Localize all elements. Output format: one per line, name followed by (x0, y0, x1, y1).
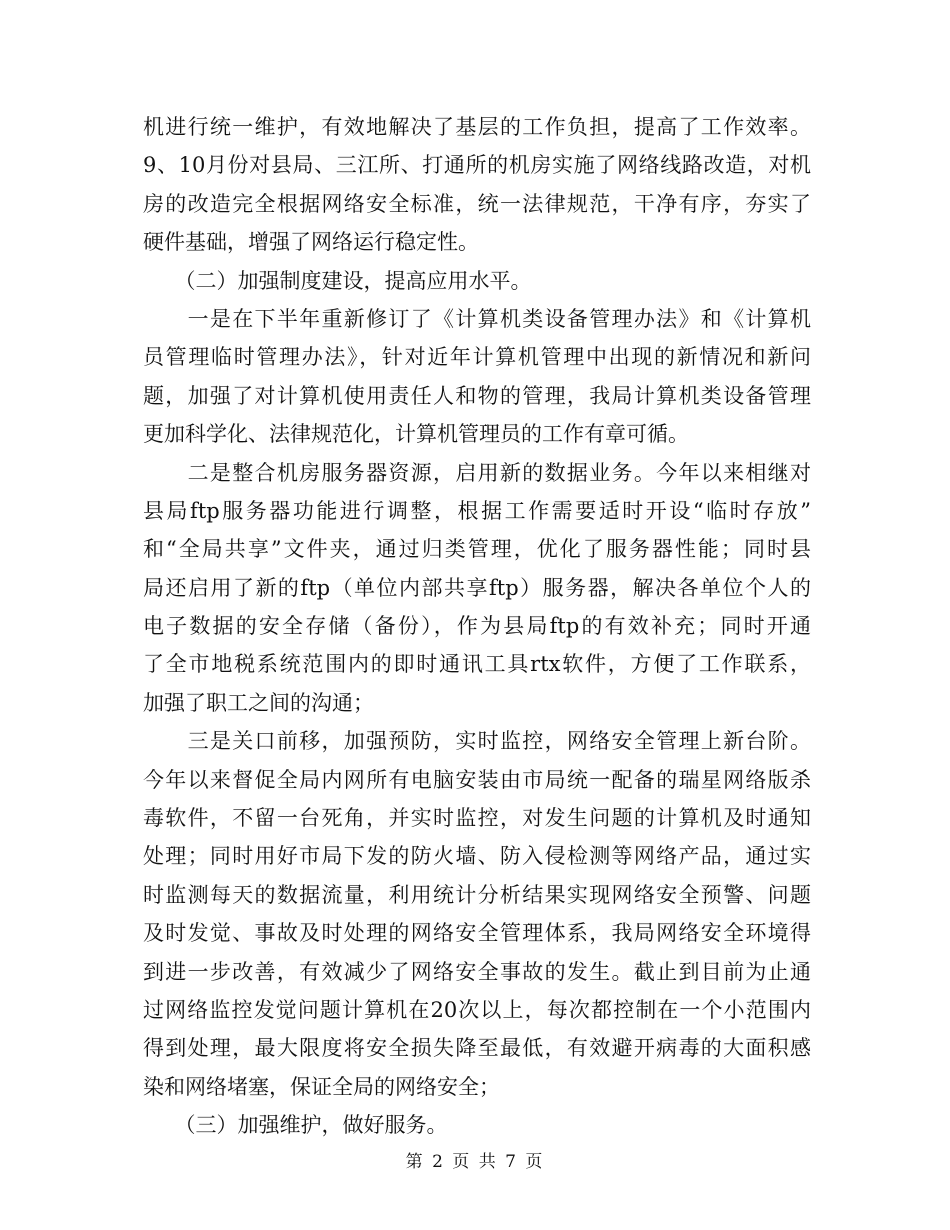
text-line-22: 及时发觉、事故及时处理的网络安全管理体系，我局网络安全环境得 (143, 921, 811, 946)
text-line-24: 过网络监控发觉问题计算机在20次以上，每次都控制在一个小范围内 (143, 997, 811, 1022)
text-line-7: 员管理临时管理办法》，针对近年计算机管理中出现的新情况和新问 (143, 345, 811, 370)
section-heading-3: （三）加强维护，做好服务。 (143, 1113, 448, 1138)
document-body (143, 108, 811, 1145)
text-line-9: 更加科学化、法律规范化，计算机管理员的工作有章可循。 (143, 422, 689, 447)
text-line-11: 县局ftp服务器功能进行调整，根据工作需要适时开设“临时存放” (143, 498, 811, 523)
text-line-10: 二是整合机房服务器资源，启用新的数据业务。今年以来相继对 (143, 460, 811, 485)
text-line-21: 时监测每天的数据流量，利用统计分析结果实现网络安全预警、问题 (143, 882, 811, 907)
text-line-2: 9、10月份对县局、三江所、打通所的机房实施了网络线路改造，对机 (143, 153, 811, 178)
text-line-6: 一是在下半年重新修订了《计算机类设备管理办法》和《计算机 (143, 306, 811, 331)
text-line-23: 到进一步改善，有效减少了网络安全事故的发生。截止到目前为止通 (143, 959, 811, 984)
text-line-17: 三是关口前移，加强预防，实时监控，网络安全管理上新台阶。 (143, 729, 811, 754)
text-line-14: 电子数据的安全存储（备份），作为县局ftp的有效补充；同时开通 (143, 614, 811, 639)
text-line-16: 加强了职工之间的沟通； (143, 690, 374, 715)
page-number-footer: 第 2 页 共 7 页 (405, 1152, 545, 1172)
text-line-26: 染和网络堵塞，保证全局的网络安全； (143, 1074, 500, 1099)
text-line-12: 和“全局共享”文件夹，通过归类管理，优化了服务器性能；同时县 (143, 537, 811, 562)
text-line-13: 局还启用了新的ftp（单位内部共享ftp）服务器，解决各单位个人的 (143, 575, 811, 600)
text-line-25: 得到处理，最大限度将安全损失降至最低，有效避开病毒的大面积感 (143, 1036, 811, 1061)
section-heading-2: （二）加强制度建设，提高应用水平。 (143, 268, 532, 293)
text-line-8: 题，加强了对计算机使用责任人和物的管理，我局计算机类设备管理 (143, 383, 811, 408)
text-line-15: 了全市地税系统范围内的即时通讯工具rtx软件，方便了工作联系， (143, 652, 811, 677)
text-line-20: 处理；同时用好市局下发的防火墙、防入侵检测等网络产品，通过实 (143, 844, 811, 869)
text-line-19: 毒软件，不留一台死角，并实时监控，对发生问题的计算机及时通知 (143, 806, 811, 831)
text-line-1: 机进行统一维护，有效地解决了基层的工作负担，提高了工作效率。 (143, 115, 811, 139)
text-line-3: 房的改造完全根据网络安全标准，统一法律规范，干净有序，夯实了 (143, 191, 811, 216)
text-line-4: 硬件基础，增强了网络运行稳定性。 (143, 230, 479, 255)
text-line-18: 今年以来督促全局内网所有电脑安装由市局统一配备的瑞星网络版杀 (143, 767, 811, 792)
